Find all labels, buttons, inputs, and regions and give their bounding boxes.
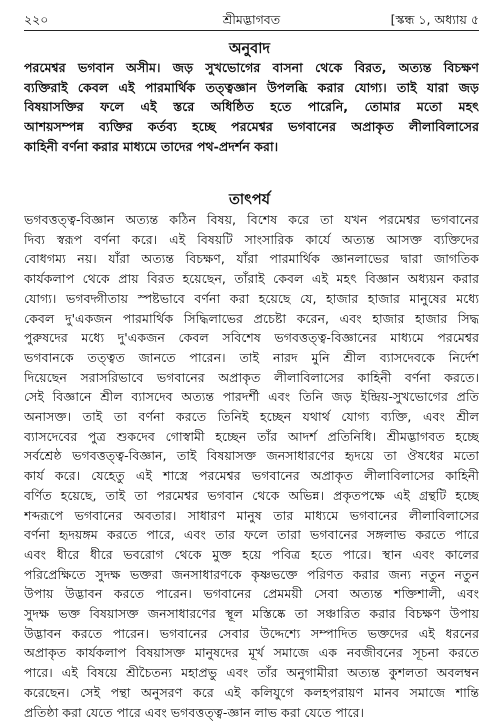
page-header xyxy=(24,8,479,30)
purport-line: ভগবানকে তত্ত্বত জানতে পারেন। তাই নারদ মুনি শ্রীল ব্যাসদেবকে নির্দেশ xyxy=(24,349,479,365)
running-title: শ্রীমদ্ভাগবত xyxy=(222,12,281,27)
purport-line: পুরুষদের মধ্যে দু'একজন কেবল সবিশেষ ভগবত্তত্ত্ব-বিজ্ঞানের মাধ্যমে পরমেশ্বর xyxy=(24,330,479,346)
purport-line: দিব্য স্বরূপ বর্ণনা করে। এই বিষয়টি সাংসারিক কার্যে অত্যন্ত আসক্ত ব্যক্তিদের xyxy=(24,231,479,247)
purport-line: উদ্ভাবন করতে পারেন। ভগবানের সেবার উদ্দেশ্যে সম্পাদিত ভক্তদের এই ধরনের xyxy=(24,625,479,641)
purport-line: যোগ্য। ভগবদ্গীতায় স্পষ্টভাবে বর্ণনা করা হয়েছে যে, হাজার হাজার মানুষের মধ্যে xyxy=(24,290,479,306)
purport-line: সেই বিজ্ঞানে শ্রীল ব্যাসদেব অত্যন্ত পারদর্শী এবং তিনি জড় ইন্দ্রিয়-সুখভোগের প্রতি xyxy=(24,389,479,405)
header-rule xyxy=(24,30,479,31)
purport-line: বোধগম্য নয়। যাঁরা অত্যন্ত বিচক্ষণ, যাঁরা পারমার্থিক জ্ঞানলাভের দ্বারা জাগতিক xyxy=(24,251,479,267)
translation-line: ব্যক্তিরাই কেবল এই পারমার্থিক তত্ত্বজ্ঞান উপলব্ধি করার যোগ্য। তাই যারা জড় xyxy=(24,79,479,95)
purport-line: ভগবত্তত্ত্ব-বিজ্ঞান অত্যন্ত কঠিন বিষয়, বিশেষ করে তা যখন পরমেশ্বর ভগবানের xyxy=(24,212,479,227)
purport-line: পারে। এই বিষয়ে শ্রীচৈতন্য মহাপ্রভু এবং তাঁর অনুগামীরা অত্যন্ত কুশলতা অবলম্বন xyxy=(24,665,479,681)
purport-text xyxy=(24,210,479,722)
translation-line: আশয়সম্পন্ন ব্যক্তির কর্তব্য হচ্ছে পরমেশ্বর ভগবানের অপ্রাকৃত লীলাবিলাসের xyxy=(24,119,479,135)
purport-line: প্রতিষ্ঠা করা যেতে পারে এবং ভগবত্তত্ত্ব-জ্ঞান লাভ করা যেতে পারে। xyxy=(24,704,365,720)
translation-line: বিষয়াসক্তির ফলে এই স্তরে অধিষ্ঠিত হতে পারেনি, তোমার মতো মহৎ xyxy=(24,99,479,115)
purport-line: সুদক্ষ ভক্ত বিষয়াসক্ত জনসাধারণের স্থূল মস্তিষ্কে তা সঞ্চারিত করার বিচক্ষণ উপায় xyxy=(24,606,479,622)
purport-line: দিয়েছেন সরাসরিভাবে ভগবানের অপ্রাকৃত লীলাবিলাসের কাহিনী বর্ণনা করতে। xyxy=(24,369,479,385)
purport-line: সর্বশ্রেষ্ঠ ভগবত্তত্ত্ব-বিজ্ঞান, তাই বিষয়াসক্ত জনসাধারণের হৃদয়ে তা ঔষধের মতো xyxy=(24,448,479,464)
purport-line: কার্যকলাপ থেকে প্রায় বিরত হয়েছেন, তাঁরাই কেবল এই মহৎ বিজ্ঞান অধ্যয়ন করার xyxy=(24,271,479,287)
chapter-reference: [স্কন্ধ ১, অধ্যায় ৫ xyxy=(390,12,479,27)
purport-line: বর্ণনা হৃদয়ঙ্গম করতে পারে, এবং তার ফলে তারা ভগবানের সঙ্গলাভ করতে পারে xyxy=(24,527,479,543)
purport-line: ব্যাসদেবের পুত্র শুকদেব গোস্বামী হচ্ছেন তাঁর আদর্শ প্রতিনিধি। শ্রীমদ্ভাগবত হচ্ছে xyxy=(24,428,479,444)
purport-line: এবং ধীরে ধীরে ভবরোগ থেকে মুক্ত হয়ে পবিত্র হতে পারে। স্থান এবং কালের xyxy=(24,546,479,562)
translation-line: কাহিনী বর্ণনা করার মাধ্যমে তাদের পথ-প্রদর্শন করা। xyxy=(24,138,279,154)
purport-line: অপ্রাকৃত কার্যকলাপ বিষয়াসক্ত মানুষদের মূর্খ সমাজে এক নবজীবনের সূচনা করতে xyxy=(24,645,479,661)
purport-line: কেবল দু'একজন পারমার্থিক সিদ্ধিলাভের প্রচেষ্টা করেন, এবং হাজার হাজার সিদ্ধ xyxy=(24,310,479,326)
purport-line: করেছেন। সেই পন্থা অনুসরণ করে এই কলিযুগে কলহপরায়ণ মানব সমাজে শান্তি xyxy=(24,684,479,700)
purport-line: অনাসক্ত। তাই তা বর্ণনা করতে তিনিই হচ্ছেন যথার্থ যোগ্য ব্যক্তি, এবং শ্রীল xyxy=(24,409,479,425)
purport-line: পরিপ্রেক্ষিতে সুদক্ষ ভক্তরা জনসাধারণকে কৃষ্ণভক্তে পরিণত করার জন্য নতুন নতুন xyxy=(24,566,479,582)
purport-line: কার্য করে। যেহেতু এই শাস্ত্রে পরমেশ্বর ভগবানের অপ্রাকৃত লীলাবিলাসের কাহিনী xyxy=(24,468,479,484)
purport-line: উপায় উদ্ভাবন করতে পারেন। ভগবানের প্রেমময়ী সেবা অত্যন্ত শক্তিশালী, এবং xyxy=(24,586,479,602)
purport-line: শব্দরূপে ভগবানের অবতার। সাধারণ মানুষ তার মাধ্যমে ভগবানের লীলাবিলাসের xyxy=(24,507,479,523)
translation-line: পরমেশ্বর ভগবান অসীম। জড় সুখভোগের বাসনা থেকে বিরত, অত্যন্ত বিচক্ষণ xyxy=(24,60,479,75)
purport-heading: তাৎপর্য xyxy=(228,192,271,208)
translation-text xyxy=(24,58,479,157)
purport-line: বর্ণিত হয়েছে, তাই তা পরমেশ্বর ভগবান থেকে অভিন্ন। প্রকৃতপক্ষে এই গ্রন্থটি হচ্ছে xyxy=(24,487,479,503)
translation-heading: অনুবাদ xyxy=(228,41,271,57)
page-number: ২২০ xyxy=(24,12,49,27)
